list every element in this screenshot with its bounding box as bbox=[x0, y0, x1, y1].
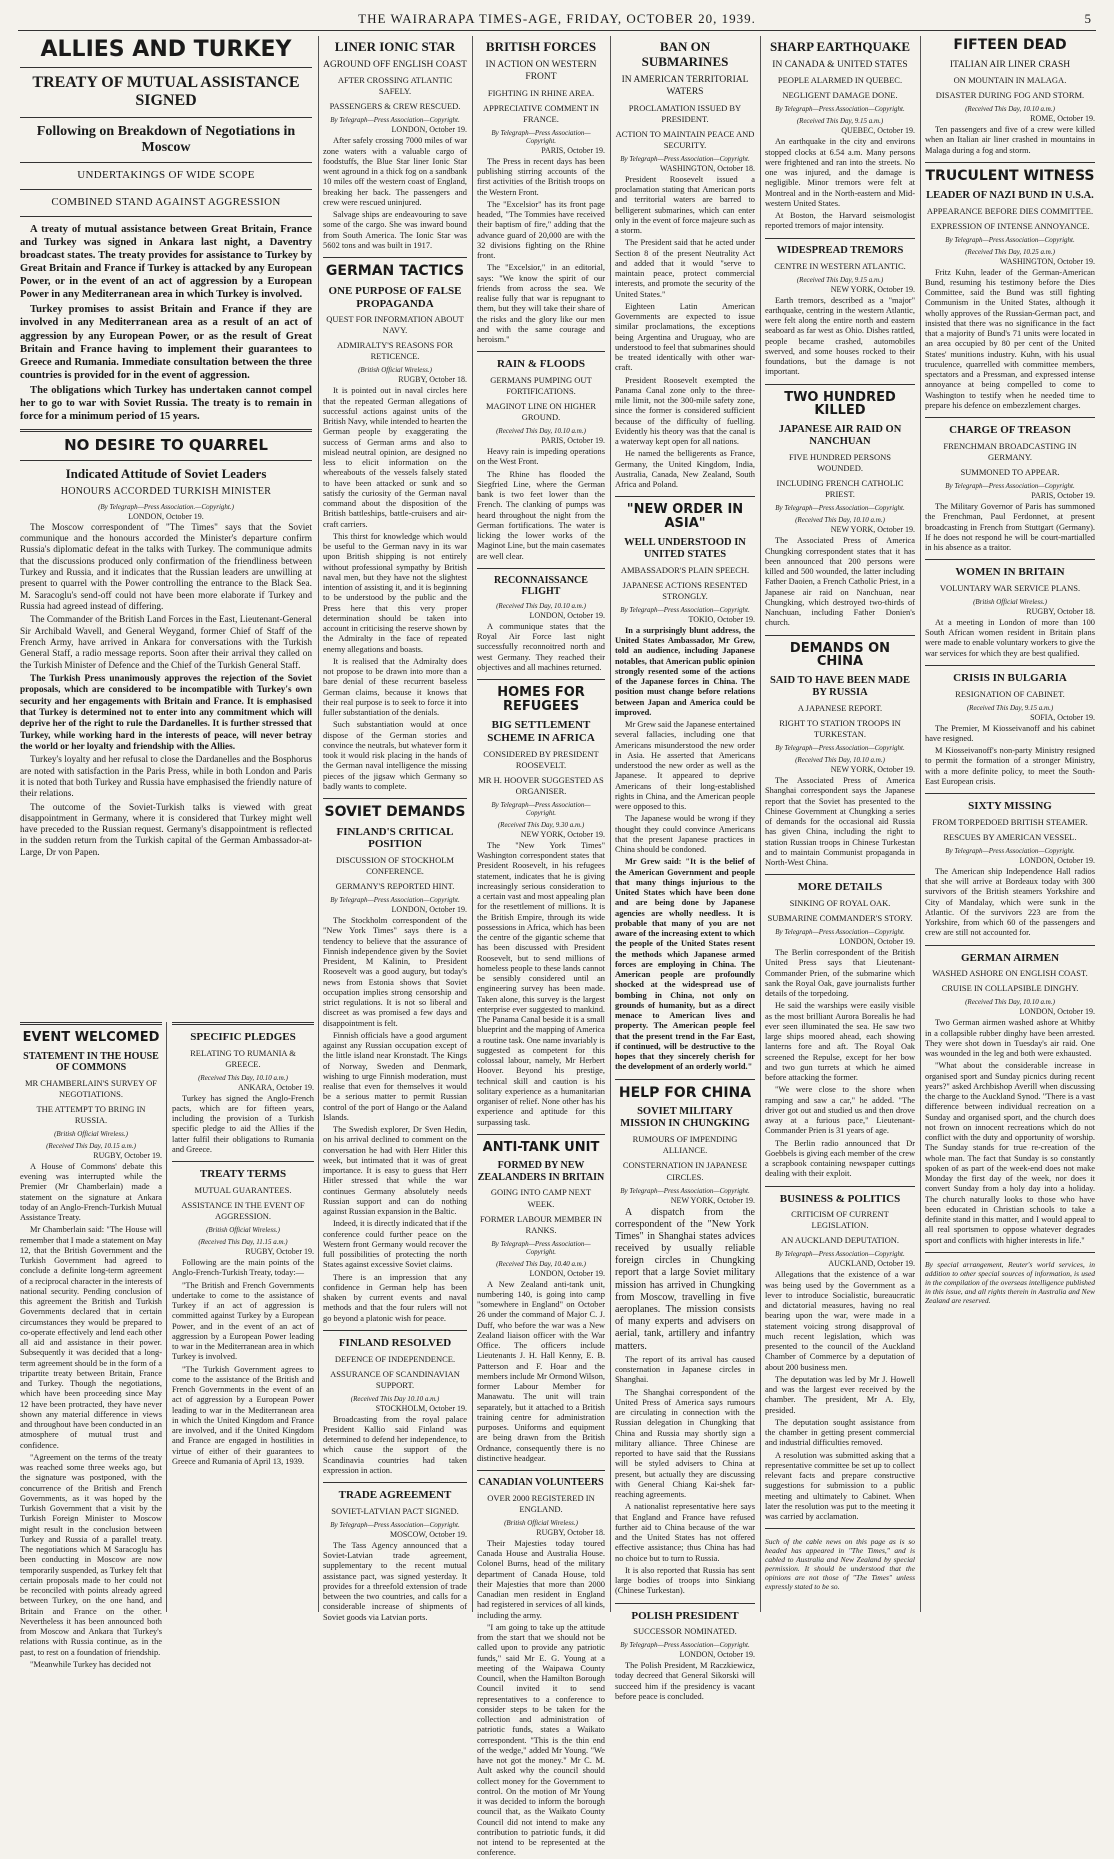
wire-credit: By Telegraph—Press Association—Copyright. bbox=[945, 235, 1075, 244]
paragraph: The deputation was led by Mr J. Howell and was the largest ever received by the chamber. The president, Mr A. Ely, presided. bbox=[765, 1374, 915, 1415]
column-pledges-treaty bbox=[172, 1022, 314, 1610]
paragraph: The Tass Agency announced that a Soviet-Latvian trade agreement, supplementary to the recent mutual assistance pact, was signed yesterday. It provides for a threefold extension of trade between the two countries, and calls for a considerable increase of shipments of Soviet goods via Latvian ports. bbox=[323, 1540, 467, 1622]
subheading: APPRECIATIVE COMMENT IN FRANCE. bbox=[482, 102, 600, 124]
headline: ALLIES AND TURKEY bbox=[40, 37, 292, 62]
dateline: QUEBEC, October 19. bbox=[841, 126, 915, 136]
headline: FINLAND RESOLVED bbox=[338, 1336, 452, 1349]
headline: RAIN & FLOODS bbox=[496, 358, 585, 371]
paragraph: President Roosevelt exempted the Panama Canal zone only to the three-mile limit, not the 300-mile safety zone, since the former is considered sufficient because of the difficulty of fuelling. Evidently his theory was that the canal is a waterway kept open for all nations. bbox=[615, 375, 755, 446]
received-time: (Received This Day, 11.15 a.m.) bbox=[198, 1238, 288, 1247]
subheading: DEFENCE OF INDEPENDENCE. bbox=[334, 1353, 456, 1364]
paragraph: M Kiosseivanoff's non-party Ministry resigned to permit the formation of a stronger Ministry, with a more definite policy, to meet the South-East European crisis. bbox=[925, 746, 1095, 786]
subheading: AMBASSADOR'S PLAIN SPEECH. bbox=[620, 564, 750, 575]
paragraph: Their Majesties today toured Canada House and Australia House. Colonel Burns, head of the military department of Canada House, told their Majesties that more than 2000 Canadian men resident in England had registered in services of all kinds, including the army. bbox=[477, 1538, 605, 1620]
paragraph: The Commander of the British Land Forces in the East, Lieutenant-General Sir Archibald Wavell, and General Weygand, former Chief of Staff of the French Army, have arrived in Ankara for conversations with the Turkish General Staff, a radio message reports. Soon after their arrival they called on the Turkish Minister of Defence and the Chief of the Turkish General Staff. bbox=[20, 615, 312, 671]
wire-credit: By Telegraph—Press Association—Copyright. bbox=[620, 1641, 750, 1650]
paragraph: This thirst for knowledge which would be useful to the German navy in its war upon British shipping is not entirely without professional sympathy by British naval men, but they have not the slightest intention of assisting it, and it is beginning to be understood by the public and the Press here that this very proper determination should be taken into account in criticising the reserve shown by the Admiralty in the face of repeated enemy allegations and boasts. bbox=[323, 531, 467, 654]
subheading: IN AMERICAN TERRITORIAL WATERS bbox=[621, 74, 749, 98]
headline: BUSINESS & POLITICS bbox=[779, 1192, 901, 1205]
wire-credit: By Telegraph—Press Association—Copyright. bbox=[620, 605, 750, 614]
paragraph: The Military Governor of Paris has summoned the Frenchman, Paul Ferdonnet, at present broadcasting in French from Stuttgart (Germany). If he does not respond he will be court-martialled in his absence as a traitor. bbox=[925, 502, 1095, 552]
wire-credit: (British Official Wireless.) bbox=[973, 597, 1047, 606]
subheading: DISASTER DURING FOG AND STORM. bbox=[935, 90, 1085, 101]
column-3 bbox=[323, 36, 467, 1622]
headline: HELP FOR CHINA bbox=[618, 1084, 752, 1101]
dateline: AUCKLAND, October 19. bbox=[828, 1259, 915, 1269]
received-time: (Received This Day 10.10 a.m.) bbox=[350, 1394, 440, 1403]
subheading: MAGINOT LINE ON HIGHER GROUND. bbox=[485, 401, 597, 423]
column-rule bbox=[166, 1022, 167, 1612]
wire-credit: (By Telegraph—Press Association.—Copyright.) bbox=[98, 502, 234, 511]
subheading: THE ATTEMPT TO BRING IN RUSSIA. bbox=[36, 1103, 146, 1125]
paragraph: It is realised that the Admiralty does not propose to be drawn into more than a bare denial of these recurrent baseless German claims, because it knows that their real purpose is to seek to force it into fuller substantiation of the denials. bbox=[323, 656, 467, 718]
subheading: AGROUND OFF ENGLISH COAST bbox=[323, 59, 467, 70]
paragraph: A House of Commons' debate this evening was interrupted while the Premier (Mr Chamberlain) made a statement on the signature at Ankara today of an Anglo-French-Turkish Mutual Assistance Treaty. bbox=[20, 1161, 162, 1223]
masthead bbox=[18, 8, 1096, 31]
headline: POLISH PRESIDENT bbox=[631, 1609, 739, 1622]
dateline: ROME, October 19. bbox=[1030, 114, 1095, 124]
paragraph: He named the belligerents as France, Germany, the United Kingdom, India, Australia, Canada, New Zealand, South Africa and Poland. bbox=[615, 449, 755, 489]
subheading: INCLUDING FRENCH CATHOLIC PRIEST. bbox=[776, 478, 904, 500]
paragraph: The Premier, M Kiosseivanoff and his cabinet have resigned. bbox=[925, 723, 1095, 743]
subheading: IN CANADA & UNITED STATES bbox=[772, 59, 908, 70]
subheading: CONSIDERED BY PRESIDENT ROOSEVELT. bbox=[483, 748, 599, 770]
paragraph: Ten passengers and five of a crew were killed when an Italian air liner crashed in mountains in Malaga during a fog and storm. bbox=[925, 125, 1095, 155]
received-time: (Received This Day, 10.10 a.m.) bbox=[496, 601, 586, 610]
dateline: SOFIA, October 19. bbox=[1030, 712, 1095, 722]
subheading: RELATING TO RUMANIA & GREECE. bbox=[190, 1047, 296, 1069]
subheadline: UNDERTAKINGS OF WIDE SCOPE bbox=[77, 169, 255, 182]
received-time: (Received This Day, 9.30 a.m.) bbox=[497, 820, 585, 829]
dateline: PARIS, October 19. bbox=[541, 145, 605, 155]
subheading: VOLUNTARY WAR SERVICE PLANS. bbox=[939, 582, 1081, 593]
paragraph: A treaty of mutual assistance between Great Britain, France and Turkey was signed in Ankara last night, a Daventry broadcast states. The treaty provides for assistance to Turkey by Great Britain and France if Turkey is attacked by any European Power, or in the event of an act of aggression by a European Power in any Mediterranean area in which Turkey is involved. bbox=[20, 223, 312, 301]
subheadline: BIG SETTLEMENT SCHEME IN AFRICA bbox=[487, 719, 595, 745]
subheading: FIGHTING IN RHINE AREA. bbox=[487, 87, 595, 98]
subheading: SUCCESSOR NOMINATED. bbox=[633, 1626, 737, 1637]
paragraph: A New Zealand anti-tank unit, numbering 140, is going into camp "somewhere in England" on October 26 under the command of Major C. J. Duff, who before the war was a New Zealand liaison officer with the War Office. The officers include Lieutenants J. H. Hall Kenny, E. B. Patterson and F. Hoar and the members include Mr Ormond Wilson, former Labour Member for Manawatu. The unit will train separately, but it attached to a British training centre for administration purposes. Uniforms and equipment are being drawn from the British Ordnance, consequently there is no distinctive headgear. bbox=[477, 1279, 605, 1463]
paragraph: Mr Grew said the Japanese entertained several fallacies, including one that Americans misunderstood the new order in Asia. He asserted that Americans understood the new order as well as the Japanese. It appeared to deprive Americans of their long-established rights in China, and the American people were opposed to this. bbox=[615, 720, 755, 812]
paragraph: At Boston, the Harvard seismologist reported tremors of major intensity. bbox=[765, 211, 915, 231]
column-6 bbox=[765, 36, 915, 1612]
wire-credit: By Telegraph—Press Association—Copyright. bbox=[491, 800, 591, 817]
received-time: (Received This Day, 10.15 a.m.) bbox=[46, 1141, 136, 1150]
subheading: GERMANY'S REPORTED HINT. bbox=[335, 881, 455, 892]
dateline: STOCKHOLM, October 19. bbox=[375, 1403, 467, 1413]
paragraph: Turkey has signed the Anglo-French pacts, which are for fifteen years, including the provision of a Turkish specific pledge to aid the Allies if the latter fulfil their obligations to Rumania and Greece. bbox=[172, 1093, 314, 1154]
wire-credit: By Telegraph—Press Association—Copyright. bbox=[330, 896, 460, 905]
paragraph: Heavy rain is impeding operations on the West Front. bbox=[477, 447, 605, 467]
paragraph: The Polish President, M Raczkiewicz, today decreed that General Sikorski will succeed him if the presidency is vacant before peace is concluded. bbox=[615, 1661, 755, 1701]
paragraph: Mr Grew said: "It is the belief of the American Government and people that many things injurious to the United States which have been done and are being done by Japanese agencies are wholly needless. It is probable that many of you are not aware of the increasing extent to which the people of the United States resent the methods which Japanese armed forces are employing in China. The American people are profoundly shocked at the widespread use of bombing in China, not only on grounds of humanity, but as a direct menace to American lives and property. The American people feel that the present trend in the Far East, if continued, will be destructive to the hopes that they sincerely cherish for the development of an orderly world." bbox=[615, 857, 755, 1072]
subheading: OVER 2000 REGISTERED IN ENGLAND. bbox=[487, 1492, 595, 1514]
subheadline: Following on Breakdown of Negotiations in Moscow bbox=[36, 123, 296, 155]
paragraph: Following are the main points of the Anglo-French-Turkish Treaty, today:— bbox=[172, 1258, 314, 1278]
dateline: LONDON, October 19. bbox=[128, 511, 204, 521]
dateline: NEW YORK, October 19. bbox=[670, 1195, 755, 1205]
dateline: RUGBY, October 18. bbox=[398, 375, 467, 385]
paragraph: Broadcasting from the royal palace President Kallio said Finland was determined to defend her independence, to which cause the support of the Scandinavia countries had taken expression in action. bbox=[323, 1414, 467, 1475]
received-time: (Received This Day, 9.15 a.m.) bbox=[796, 275, 884, 284]
paragraph: The Stockholm correspondent of the "New York Times" says there is a tendency to believe that the assurance of Finnish independence given by the Soviet President, M Kalinin, to President Roosevelt was a good augury, but today's news from Estonia shows that Soviet occupation implies strong censorship and strict regulations. It is not so liberal and discreet as was promised a few days and disappointment is felt. bbox=[323, 916, 467, 1028]
paragraph: "I am going to take up the attitude from the start that we should not be called upon to provide any patriotic funds," said Mr E. G. Young at a meeting of the Waipawa County Council, when the Hamilton Borough Council invited it to send representatives to a conference to consider steps to be taken for the collection and administration of patriotic funds, states a Waikato correspondent. "This is the thin end of the wedge," added Mr Young. "We have not got the money." Mr C. M. Ault asked why the council should collect money for the Government to control. On the motion of Mr Young it was decided to inform the borough council that, as the Waikato County Council did not intend to make any contribution to patriotic funds, it did not intend to be represented at the conference. bbox=[477, 1622, 605, 1858]
wire-credit: By Telegraph—Press Association—Copyright. bbox=[775, 1250, 905, 1259]
subheading: ADMIRALTY'S REASONS FOR RETICENCE. bbox=[337, 340, 453, 362]
paragraph: The outcome of the Soviet-Turkish talks is viewed with great disappointment in Germany, where it is considered that Turkey might well have preceded to the Russian request. Germany's disappointment is reflected in the sudden return from the Turkish capital of the German Ambassador-at-Large, Dr von Papen. bbox=[20, 802, 312, 858]
wire-credit: By Telegraph—Press Association—Copyright. bbox=[945, 846, 1075, 855]
paragraph: The Press in recent days has been publishing stirring accounts of the first activities of the British troops on the Western Front. bbox=[477, 156, 605, 197]
dateline: RUGBY, October 18. bbox=[536, 1527, 605, 1537]
dateline: LONDON, October 19. bbox=[529, 1268, 605, 1278]
paragraph: The Berlin correspondent of the British United Press says that Lieutenant-Commander Prien, of the submarine which sank the Royal Oak, gave journalists further details of the torpedoing. bbox=[765, 948, 915, 999]
dateline: LONDON, October 19. bbox=[839, 937, 915, 947]
subheading: PROCLAMATION ISSUED BY PRESIDENT. bbox=[628, 102, 742, 124]
paragraph: In a surprisingly blunt address, the United States Ambassador, Mr Grew, told an audience, including Japanese notables, that American public opinion strongly resented some of the actions of the Japanese forces in China. The position must change before relations between Japan and America could be improved. bbox=[615, 625, 755, 717]
headline: TWO HUNDRED KILLED bbox=[784, 389, 896, 419]
wire-credit: By Telegraph—Press Association—Copyright. bbox=[620, 1186, 750, 1195]
paragraph: Salvage ships are endeavouring to save some of the cargo. She was inward bound from South America. The Ionic Star was 5602 tons and was built in 1917. bbox=[323, 210, 467, 250]
headline: EVENT WELCOMED bbox=[22, 1030, 160, 1045]
paragraph: A communique states that the Royal Air Force last night successfully reconnoitred north and west Germany. They reached their objectives and all machines returned. bbox=[477, 621, 605, 672]
dateline: LONDON, October 19. bbox=[679, 1650, 755, 1660]
headline: TREATY TERMS bbox=[199, 1168, 287, 1181]
headline: WIDESPREAD TREMORS bbox=[776, 244, 904, 256]
subheadline: HONOURS ACCORDED TURKISH MINISTER bbox=[60, 486, 272, 498]
dateline: LONDON, October 19. bbox=[391, 125, 467, 135]
subheading: GOING INTO CAMP NEXT WEEK. bbox=[490, 1187, 592, 1209]
subheading: FRENCHMAN BROADCASTING IN GERMANY. bbox=[943, 440, 1077, 462]
headline: SPECIFIC PLEDGES bbox=[190, 1031, 296, 1043]
subheading: SOVIET-LATVIAN PACT SIGNED. bbox=[331, 1505, 459, 1516]
subheading: FROM TORPEDOED BRITISH STEAMER. bbox=[932, 816, 1088, 827]
paragraph: Turkey promises to assist Britain and France if they are involved in any Mediterranean area as a result of an act of aggression by any European Power, or as the result of Great Britain and France having to implement their guarantees to Greece and Rumania. Immediate consultation between the three countries is provided for in the event of aggression. bbox=[20, 304, 312, 381]
headline: SOVIET DEMANDS bbox=[324, 804, 466, 821]
subheading: MR H. HOOVER SUGGESTED AS ORGANISER. bbox=[478, 774, 604, 796]
paragraph: A dispatch from the correspondent of the "New York Times" in Shanghai states advices received by usually reliable foreign circles in Chungking report that a large Soviet military mission has arrived in Chungking from Moscow, travelling in five aeroplanes. The mission consists of many experts and advisers on aerial, tank, artillery and infantry matters. bbox=[615, 1206, 755, 1352]
subheading: ASSURANCE OF SCANDINAVIAN SUPPORT. bbox=[330, 1368, 460, 1390]
paragraph: The Swedish explorer, Dr Sven Hedin, on his arrival declined to comment on the conversation he had with Herr Hitler this week, but intimated that it was of great importance. It is easy to guess that Herr Hitler stressed that while the war continues Germany absolutely needs Russian support and can do nothing against Russian expansion in the Baltic. bbox=[323, 1125, 467, 1217]
column-4 bbox=[477, 36, 605, 1858]
dateline: LONDON, October 19. bbox=[391, 905, 467, 915]
subheading: AFTER CROSSING ATLANTIC SAFELY. bbox=[337, 75, 453, 97]
subheadline: TREATY OF MUTUAL ASSISTANCE SIGNED bbox=[32, 74, 300, 110]
paragraph: Two German airmen washed ashore at Whitby in a collapsible rubber dinghy have been arrested. They were shot down in Tuesday's air raid. One was wounded in the leg and both were exhausted. bbox=[925, 1018, 1095, 1059]
received-time: (Received This Day, 10.40 a.m.) bbox=[496, 1259, 586, 1268]
wire-credit: (British Official Wireless.) bbox=[504, 1518, 578, 1527]
subheading: PASSENGERS & CREW RESCUED. bbox=[329, 101, 461, 112]
paragraph: Mr Chamberlain said: "The House will remember that I made a statement on May 12, that the British Government and the Turkish Government had agreed to conclude a definite long-term agreement of a reciprocal character in the interests of national security. Pending conclusion of this agreement the British and Turkish Governments declared that in certain circumstances they would be prepared to co-operate effectively and lend each other all aid and assistance in their power. Subsequently it was decided that a long-term agreement should be in the form of a tripartite treaty between Britain, France and Turkey. Though the negotiations, which have been proceeding since May 12 have been protracted, they have never shown any material difference in views and throughout have been conducted in an atmosphere of mutual trust and confidence. bbox=[20, 1225, 162, 1450]
received-time: (Received This Day, 9.15 a.m.) bbox=[966, 703, 1054, 712]
paragraph: An earthquake in the city and environs stopped clocks at 6.54 a.m. Many persons were frightened and ran into the streets. No one was injured, and the damage is negligible. Minor tremors were felt at Montreal and in the North-eastern and Mid-western United States. bbox=[765, 137, 915, 208]
footnote: By special arrangement, Reuter's world services, in addition to other special sources of information, is used in the compilation of the overseas intelligence published in this issue, and all rights therein in Australia and New Zealand are reserved. bbox=[925, 1260, 1095, 1306]
received-time: (Received This Day, 10.10 a.m.) bbox=[496, 427, 586, 436]
paragraph: At a meeting in London of more than 100 South African women resident in Britain plans were made to enable voluntary workers to give the war services for which they are best qualified. bbox=[925, 617, 1095, 658]
headline: GERMAN TACTICS bbox=[325, 263, 465, 280]
subheading: RESIGNATION OF CABINET. bbox=[955, 688, 1065, 699]
subheadline: SOVIET MILITARY MISSION IN CHUNGKING bbox=[620, 1106, 750, 1130]
paragraph: The deputation sought assistance from the chamber in getting present commercial and industrial difficulties removed. bbox=[765, 1417, 915, 1448]
headline: HOMES FOR REFUGEES bbox=[497, 685, 585, 714]
subheading: WASHED ASHORE ON ENGLISH COAST. bbox=[932, 968, 1088, 979]
subheadline: COMBINED STAND AGAINST AGGRESSION bbox=[51, 195, 281, 208]
wire-credit: (British Official Wireless.) bbox=[54, 1129, 128, 1138]
paragraph: Earth tremors, described as a "major" earthquake, centring in the western Atlantic, were felt along the entire north and eastern seaboard as far west as Ohio. Dishes rattled, people became crashed, automobiles swerved, and some houses rocked to their foundations, but the damage is not important. bbox=[765, 295, 915, 377]
wire-credit: By Telegraph—Press Association—Copyright. bbox=[775, 105, 905, 114]
dateline: TOKIO, October 19. bbox=[688, 614, 755, 624]
subheading: ITALIAN AIR LINER CRASH bbox=[949, 59, 1071, 70]
dateline: LONDON, October 19. bbox=[1019, 1007, 1095, 1017]
paragraph: President Roosevelt issued a proclamation stating that American ports and territorial waters are barred to belligerent submarines, which can enter only in the event of force majeure such as a storm. bbox=[615, 174, 755, 235]
subheadline: STATEMENT IN THE HOUSE OF COMMONS bbox=[23, 1050, 159, 1074]
wire-credit: By Telegraph—Press Association—Copyright. bbox=[775, 928, 905, 937]
subheading: RUMOURS OF IMPENDING ALLIANCE. bbox=[632, 1134, 738, 1156]
subheadline: LEADER OF NAZI BUND IN U.S.A. bbox=[926, 189, 1094, 201]
wire-credit: By Telegraph—Press Association—Copyright. bbox=[330, 1520, 460, 1529]
headline: MORE DETAILS bbox=[797, 881, 883, 894]
paragraph: The Associated Press of America Chungking correspondent states that it has been announced that 200 persons were killed and 500 wounded, the latter including Father Daoien, a French Catholic Priest, in a Japanese air raid on Nanchuan, near Chungking, which destroyed two-thirds of Nanchuan, including Father Donien's church. bbox=[765, 536, 915, 628]
headline: CRISIS IN BULGARIA bbox=[953, 671, 1067, 684]
dateline: RUGBY, October 19. bbox=[245, 1247, 314, 1257]
headline: TRUCULENT WITNESS bbox=[925, 167, 1095, 184]
subheadline: FORMED BY NEW ZEALANDERS IN BRITAIN bbox=[477, 1160, 605, 1183]
paragraph: Eighteen Latin American Governments are expected to issue similar proclamations, the exceptions being Argentina and Uruguay, who are understood to feel that submarines should be treated identically with other war-craft. bbox=[615, 301, 755, 373]
paragraph: Turkey's loyalty and her refusal to close the Dardanelles and the Bosphorus are noted with satisfaction in the Paris Press, while in both London and Paris it is noted that both Turkey and Russia have emphasised the friendly nature of their relations. bbox=[20, 755, 312, 800]
dateline: MOSCOW, October 19. bbox=[389, 1529, 467, 1539]
subheading: AN AUCKLAND DEPUTATION. bbox=[780, 1235, 900, 1246]
subheading: EXPRESSION OF INTENSE ANNOYANCE. bbox=[930, 220, 1090, 231]
subheading: SINKING OF ROYAL OAK. bbox=[789, 898, 891, 909]
subheading: MUTUAL GUARANTEES. bbox=[194, 1184, 292, 1195]
subheading: FIVE HUNDRED PERSONS WOUNDED. bbox=[788, 452, 891, 474]
paragraph: The report of its arrival has caused consternation in Japanese circles in Shanghai. bbox=[615, 1354, 755, 1385]
headline: NO DESIRE TO QUARREL bbox=[64, 436, 268, 455]
subheading: JAPANESE ACTIONS RESENTED STRONGLY. bbox=[622, 579, 748, 601]
paragraph: "Meanwhile Turkey has decided not bbox=[30, 1659, 152, 1669]
paragraph: A resolution was submitted asking that a representative committee be set up to collect relevant facts and prepare constructive suggestions for submission to a public meeting and ultimately to Cabinet. When later the resolution was put to the meeting it was carried by acclamation. bbox=[765, 1450, 915, 1522]
subheading: RESCUES BY AMERICAN VESSEL. bbox=[943, 831, 1077, 842]
paragraph: The Shanghai correspondent of the United Press of America says rumours are circulating in connection with the Russian delegation in Chungking that China and Russia may shortly sign a military alliance. Three Chinese are reported to have said that the Russians will be styled advisers to China at present, but actually they are discussing with General Chiang Kai-shek far-reaching agreements. bbox=[615, 1387, 755, 1500]
paragraph: Indeed, it is directly indicated that if the conference could further peace on the Western front Germany would recover the full possibilities of protecting the north States against excessive Soviet claims. bbox=[323, 1219, 467, 1270]
column-5 bbox=[615, 36, 755, 1701]
subheading: QUEST FOR INFORMATION ABOUT NAVY. bbox=[326, 314, 464, 336]
subheadline: SAID TO HAVE BEEN MADE BY RUSSIA bbox=[769, 674, 911, 698]
paragraph: There is an impression that any confidence in German help has been shaken by current events and naval methods and that the four rulers will not go beyond a platonic wish for peace. bbox=[323, 1272, 467, 1323]
paragraph: The Associated Press of America Shanghai correspondent says the Japanese report that the Soviet has presented to the Chinese Government at Chungking a series of demands for the occasional aid Russia has given China, including the right to station Russian troops in Chinese Turkestan and to maintain Communist propaganda in North-West China. bbox=[765, 776, 915, 868]
received-time: (Received This Day, 9.15 a.m.) bbox=[796, 117, 884, 126]
headline: RECONNAISSANCE FLIGHT bbox=[494, 574, 588, 598]
paragraph: The Japanese would be wrong if they thought they could convince Americans that the present Japanese practices in China should be condoned. bbox=[615, 814, 755, 855]
subheading: CONSTERNATION IN JAPANESE CIRCLES. bbox=[622, 1160, 748, 1182]
headline: TRADE AGREEMENT bbox=[338, 1489, 452, 1502]
subheading: ASSISTANCE IN THE EVENT OF AGGRESSION. bbox=[181, 1199, 305, 1221]
subheading: DISCUSSION OF STOCKHOLM CONFERENCE. bbox=[336, 855, 454, 877]
paragraph: The President said that he acted under Section 8 of the present Neutrality Act and added that it would "serve to maintain peace, protect commercial interests, and promote the security of the United States." bbox=[615, 238, 755, 299]
subheading: ACTION TO MAINTAIN PEACE AND SECURITY. bbox=[615, 128, 755, 150]
paragraph: "The Turkish Government agrees to come to the assistance of the British and French Governments in the event of an act of aggression by a European Power leading to war in the Mediterranean area in which the United Kingdom and France are involved, and if the United Kingdom and France are engaged in hostilities in virtue of either of their guarantees to Greece and Rumania of April 13, 1939. bbox=[172, 1364, 314, 1466]
received-time: (Received This Day, 10.10 a.m.) bbox=[795, 516, 885, 525]
column-7 bbox=[925, 36, 1095, 1612]
wire-credit: By Telegraph—Press Association—Copyright. bbox=[775, 744, 905, 753]
column-rule bbox=[920, 36, 921, 1612]
paragraph: Finnish officials have a good argument against any Russian occupation except of the little island near Kronstadt. The Kings of Norway, Sweden and Denmark, wishing to urge Finnish moderation, must realise that even for themselves it would be a serious matter to permit Russian control of the port of Hango or the Aaland Islands. bbox=[323, 1030, 467, 1122]
paragraph: A nationalist representative here says that England and France have refused further aid to China because of the war and the United States has not offered effective assistance; thus China has had no choice but to turn to Russia. bbox=[615, 1502, 755, 1563]
wire-credit: By Telegraph—Press Association—Copyright. bbox=[491, 128, 591, 145]
wire-credit: By Telegraph—Press Association—Copyright. bbox=[945, 482, 1075, 490]
dateline: RUGBY, October 18. bbox=[1026, 606, 1095, 616]
paragraph: The "Excelsior," in an editorial, says: "We know the spirit of our friends from across the sea. We realise fully that war is repugnant to them, but they will take their share of the risks and the glory like our men and with the same courage and heroism." bbox=[477, 263, 605, 345]
headline: CHARGE OF TREASON bbox=[949, 424, 1071, 437]
footnote: Such of the cable news on this page as is so headed has appeared in "The Times," and is cabled to Australia and New Zealand by special permission. It should be understood that the opinions are not those of "The Times" unless expressly stated to be so. bbox=[765, 1536, 915, 1591]
paragraph: Such substantiation would at once dispose of the German stories and convince the neutrals, but whatever form it took it would risk placing in the hands of the German naval intelligence the missing pieces of the jigsaw which Germany so badly wants to complete. bbox=[323, 720, 467, 791]
subheading: APPEARANCE BEFORE DIES COMMITTEE. bbox=[926, 205, 1094, 216]
dateline: PARIS, October 19. bbox=[1031, 491, 1095, 500]
headline: BRITISH FORCES bbox=[485, 39, 597, 54]
subheading: A JAPANESE REPORT. bbox=[797, 702, 883, 713]
subheading: CRUISE IN COLLAPSIBLE DINGHY. bbox=[941, 983, 1079, 994]
subheading: MR CHAMBERLAIN'S SURVEY OF NEGOTIATIONS. bbox=[24, 1077, 158, 1099]
received-time: (Received This Day, 10.25 a.m.) bbox=[965, 247, 1055, 256]
headline: "NEW ORDER IN ASIA" bbox=[626, 502, 744, 531]
dateline: RUGBY, October 19. bbox=[93, 1150, 162, 1160]
paragraph: After safely crossing 7000 miles of war zone waters with a valuable cargo of foodstuffs, the Blue Star liner Ionic Star went aground in a thick fog on a sandbank 10 miles off the western coast of England, breaking her back. The passengers and crew were rescued uninjured. bbox=[323, 136, 467, 207]
subheading: CENTRE IN WESTERN ATLANTIC. bbox=[774, 260, 906, 271]
dateline: PARIS, October 19. bbox=[541, 436, 605, 446]
column-event-welcomed bbox=[20, 1022, 162, 1669]
subheading: IN ACTION ON WESTERN FRONT bbox=[485, 59, 597, 83]
headline: WOMEN IN BRITAIN bbox=[955, 566, 1065, 579]
paragraph: The obligations which Turkey has undertaken cannot compel her to go to war with Soviet Russia. The treaty is to remain in force for a minimum period of 15 years. bbox=[20, 385, 312, 423]
headline: DEMANDS ON CHINA bbox=[789, 640, 891, 670]
wire-credit: (British Official Wireless.) bbox=[358, 366, 432, 375]
wire-credit: By Telegraph—Press Association—Copyright. bbox=[330, 116, 460, 125]
headline: GERMAN AIRMEN bbox=[960, 951, 1060, 964]
dateline: ANKARA, October 19. bbox=[238, 1082, 314, 1092]
received-time: (Received This Day, 10.10 a.m.) bbox=[198, 1073, 288, 1082]
masthead-title: THE WAIRARAPA TIMES-AGE, FRIDAY, OCTOBER 20, 1939. bbox=[358, 11, 756, 26]
lead-column bbox=[20, 36, 312, 1016]
column-rule bbox=[610, 36, 611, 1612]
wire-credit: By Telegraph—Press Association—Copyright. bbox=[491, 1239, 591, 1256]
subheading: SUBMARINE COMMANDER'S STORY. bbox=[767, 913, 913, 924]
dateline: NEW YORK, October 19. bbox=[830, 284, 915, 294]
story-no-desire-to-quarrel bbox=[20, 438, 312, 859]
column-rule bbox=[318, 36, 319, 1612]
subheadline: JAPANESE AIR RAID ON NANCHUAN bbox=[778, 424, 902, 448]
story-allies-turkey bbox=[20, 38, 312, 423]
dateline: LONDON, October 19. bbox=[1019, 855, 1095, 865]
headline: ANTI-TANK UNIT bbox=[482, 1139, 600, 1155]
paragraph: "We were close to the shore when ramping and saw a car," he added. "The driver got out and studied us and then drove away at a furious pace," Lieutenant-Commander Prien is 31 years of age. bbox=[765, 1085, 915, 1136]
wire-credit: By Telegraph—Press Association—Copyright. bbox=[620, 154, 750, 163]
received-time: (Received This Day, 10.10 a.m.) bbox=[795, 756, 885, 765]
headline: SIXTY MISSING bbox=[968, 800, 1052, 813]
paragraph: The Rhine has flooded the Siegfried Line, where the German bank is two feet lower than the French. The clanking of pumps was heard throughout the night from the German fortifications. The water is licking the lower works of the Maginot Line, but the main casemates are well clear. bbox=[477, 469, 605, 561]
paragraph: It is also reported that Russia has sent large bodies of troops into Sinkiang (Chinese Turkestan). bbox=[615, 1565, 755, 1596]
dateline: WASHINGTON, October 19. bbox=[1000, 256, 1095, 266]
paragraph: "Agreement on the terms of the treaty was reached some three weeks ago, but the signature was postponed, with the concurrence of the British and French Governments, as it was hoped by the Turkish Government that a visit by the Turkish Foreign Minister to Moscow might result in the conclusion between Turkey and Russia of a parallel treaty. The negotiations which M Saracoglu has been conducting in Moscow are now temporarily suspended, as Turkey felt that certain proposals made to her could not be reconciled with points already agreed between Turkey, on the one hand, and Britain and France on the other. Nevertheless it has been announced both from Moscow and Ankara that Turkey's relations with Russia continue, as in the past, to rest on a foundation of friendship. bbox=[20, 1452, 162, 1657]
subheadline: WELL UNDERSTOOD IN UNITED STATES bbox=[624, 536, 746, 560]
subheadline: FINLAND'S CRITICAL POSITION bbox=[336, 825, 454, 851]
subheading: RIGHT TO STATION TROOPS IN TURKESTAN. bbox=[779, 718, 901, 740]
headline: SHARP EARTHQUAKE bbox=[769, 39, 911, 54]
dateline: LONDON, October 19. bbox=[529, 610, 605, 620]
paragraph: Fritz Kuhn, leader of the German-American Bund, resuming his testimony before the Dies Committee, said the Bund was still fighting Communism in the United States, although it wholly approves of the Russian-German pact, and insisted that there was no significance in the fact that a majority of Bund's 71 units were located in an area occupied by 80 per cent of the United States' munitions industry. Kuhn, with his usual truculence, quarrelled with committee members, spectators and a Pressman, and expressed intense annoyance at being compelled to come to Washington to testify when he needed time to prepare his defence on embezzlement charges. bbox=[925, 267, 1095, 410]
dateline: NEW YORK, October 19. bbox=[830, 525, 915, 535]
subheading: SUMMONED TO APPEAR. bbox=[960, 466, 1060, 477]
column-rule bbox=[760, 36, 761, 1612]
paragraph: The Berlin radio announced that Dr Goebbels is giving each member of the crew a scrapbook containing newspaper cuttings dealing with their exploit. bbox=[765, 1138, 915, 1179]
wire-credit: By Telegraph—Press Association—Copyright. bbox=[775, 504, 905, 513]
paragraph: The Turkish Press unanimously approves the rejection of the Soviet proposals, which are considered to be incompatible with Turkey's own security and her engagements with Britain and France. It is emphasised that Turkey is determined not to enter into any commitment which will deprive her of the right to rule the Dardanelles. It is further stressed that Turkey, while working hard in the interests of peace, will never betray the world or her loyalty and friendship with the Allies. bbox=[20, 673, 312, 752]
page-number: 5 bbox=[1084, 11, 1092, 26]
dateline: NEW YORK, October 19. bbox=[520, 829, 605, 839]
paragraph: The Moscow correspondent of "The Times" says that the Soviet communique and the honours accorded the Minister's departure confirm Russia's diplomatic defeat in the talks with Turkey. The communique admits that the discussions produced only confirmation of the friendliness between Turkey and Russia, and it indicates that the Russian leaders are unwilling at present to quarrel with the Power controlling the entrance to the Black Sea. M. Saracoglu's send-off could not have been more elaborate if Turkey and Russia had agreed instead of differing. bbox=[20, 522, 312, 612]
headline: BAN ON SUBMARINES bbox=[641, 39, 729, 69]
paragraph: The American ship Independence Hall radios that she will arrive at Bordeaux today with 300 survivors of the British steamers Yorkshire and City of Mandalay, which were sunk in the Atlantic. Of the survivors 223 are from the Yorkshire, from which 60 of the passengers and crew are still not accounted for. bbox=[925, 866, 1095, 938]
received-time: (Received This Day, 10.10 a.m.) bbox=[965, 998, 1055, 1007]
headline: FIFTEEN DEAD bbox=[953, 37, 1067, 53]
received-time: (Received This Day, 10.10 a.m.) bbox=[965, 105, 1055, 114]
paragraph: It is pointed out in naval circles here that the repeated German allegations of successful actions against units of the British Navy, while intended to hearten the German people by exaggerating the success of German arms and also to mislead neutral opinion, are designed no less to elicit information on the whereabouts of the vessels falsely stated to have been attacked or sunk and so satisfy the curiosity of the German naval command about the disposition of the British battleships, battle-cruisers and air-craft carriers. bbox=[323, 386, 467, 529]
paragraph: He said the warships were easily visible as the most brilliant Aurora Borealis he had ever seen illuminated the sea. He saw two large ships moored ahead, each showing lanterns fore and aft. The Royal Oak screened the Repulse, except for her bow and two gun turrets at which he aimed before attacking the former. bbox=[765, 1001, 915, 1083]
subheading: NEGLIGENT DAMAGE DONE. bbox=[782, 90, 898, 101]
paragraph: "The British and French Governments undertake to come to the assistance of Turkey if an act of aggression is committed against Turkey by a European Power, and in the event of an act of aggression by a European Power leading to war in the Mediterranean area in which Turkey is involved. bbox=[172, 1280, 314, 1362]
subheading: PEOPLE ALARMED IN QUEBEC. bbox=[777, 75, 903, 86]
headline: LINER IONIC STAR bbox=[334, 39, 456, 54]
subheading: CRITICISM OF CURRENT LEGISLATION. bbox=[791, 1209, 889, 1231]
paragraph: The "Excelsior" has its front page headed, "The Tommies have received their baptism of fire," adding that the advance guard of 20,000 are with the 32 divisions fighting on the Rhine front. bbox=[477, 199, 605, 261]
subheading: GERMANS PUMPING OUT FORTIFICATIONS. bbox=[490, 374, 592, 396]
dateline: WASHINGTON, October 18. bbox=[660, 163, 755, 173]
column-rule bbox=[472, 36, 473, 1612]
headline: CANADIAN VOLUNTEERS bbox=[478, 1477, 604, 1489]
subheadline: ONE PURPOSE OF FALSE PROPAGANDA bbox=[328, 284, 462, 310]
subheading: ON MOUNTAIN IN MALAGA. bbox=[953, 75, 1067, 86]
paragraph: Allegations that the existence of a war was being used by the Government as a lever to introduce Socialistic, bureaucratic and dictatorial measures, having no real bearing upon the war, were made in a statement voicing strong disapproval of much recent legislation, which was presented to the council of the Auckland Chamber of Commerce by a deputation of about 200 business men. bbox=[765, 1270, 915, 1372]
paragraph: The "New York Times" Washington correspondent states that President Roosevelt, in his refugees statement, indicates that he is giving increasingly serious consideration to a certain vast and most appealing plan for the resettlement of millions. It is the British Empire, through its wide possessions in Africa, which has been the centre of the gigantic scheme that has been discussed with President Roosevelt, but to send millions of homeless people to these lands cannot be sensibly considered until an engineering survey has been made. Taken alone, this survey is the largest enterprise ever suggested to mankind. The Panama Canal beside it is a small blueprint and the mapping of America a routine task. One name invariably is suggested as competent for this colossal labour, namely, Mr Herbert Hoover. Beyond his prestige, technical skill and caution is his solitary experience as a humanitarian organiser of relief. None other has his experience and aptitude for this surpassing task. bbox=[477, 840, 605, 1127]
paragraph: "What about the considerable increase in organised sport and Sunday picnics during recent years?" asked Archbishop Averill when discussing the charge to the Auckland Synod. "There is a vast difference between individual recreation on a Sunday and organised sport, and the church does not frown on innocent recreations which do not conflict with the duty and opportunity of worship. The Sunday stands for true re-creation of the whole man. The fact that Sunday is so constantly spoken of as part of the week-end does not make Monday the first day of the week, nor does it convert Sunday from a holy day into a holiday. The church naturally looks to those who have been educated in Christian schools to take a definite stand in this matter, and I would appeal to all real sportsmen to oppose whatever degrades sport and conflicts with higher interests in life." bbox=[925, 1061, 1095, 1245]
subheading: FORMER LABOUR MEMBER IN RANKS. bbox=[479, 1213, 603, 1235]
wire-credit: (British Official Wireless.) bbox=[206, 1226, 280, 1235]
dateline: NEW YORK, October 19. bbox=[830, 765, 915, 775]
subheadline: Indicated Attitude of Soviet Leaders bbox=[65, 466, 267, 482]
